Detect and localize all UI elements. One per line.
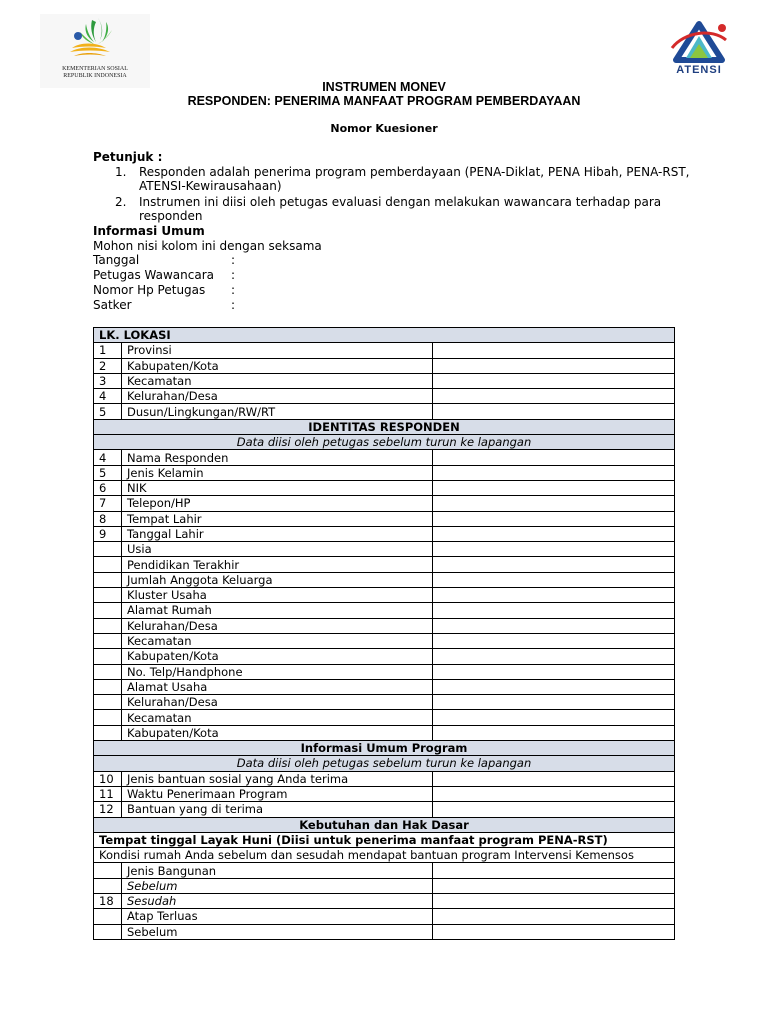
row-number: 12 [94, 802, 122, 817]
row-label: Kabupaten/Kota [122, 358, 433, 373]
petunjuk-label: Petunjuk : [93, 150, 163, 164]
answer-cell[interactable] [433, 710, 675, 725]
row-number [94, 695, 122, 710]
answer-cell[interactable] [433, 893, 675, 908]
subsection-tempat-tinggal-text: Tempat tinggal Layak Huni (Diisi untuk penerima manfaat program PENA-RST) [94, 832, 675, 847]
document-subtitle: RESPONDEN: PENERIMA MANFAAT PROGRAM PEMBERDAYAAN [187, 94, 581, 108]
field-satker-sep: : [231, 298, 236, 312]
row-label: Waktu Penerimaan Program [122, 786, 433, 801]
section-note-program-text: Data diisi oleh petugas sebelum turun ke lapangan [94, 756, 675, 771]
row-label: Usia [122, 542, 433, 557]
section-note-program [94, 756, 675, 771]
field-tanggal-sep: : [231, 253, 236, 267]
table-row [94, 496, 675, 511]
table-row [94, 802, 675, 817]
answer-cell[interactable] [433, 465, 675, 480]
row-label: Sebelum [122, 878, 433, 893]
table-row [94, 358, 675, 373]
table-row [94, 649, 675, 664]
answer-cell[interactable] [433, 373, 675, 388]
atensi-wordmark: ATENSI [676, 64, 722, 76]
table-row [94, 771, 675, 786]
table-row [94, 664, 675, 679]
field-petugas-label: Petugas Wawancara [93, 268, 215, 282]
row-number: 5 [94, 404, 122, 419]
logo-caption-line2: REPUBLIK INDONESIA [63, 73, 127, 79]
row-number: 6 [94, 480, 122, 495]
monev-form-table [93, 327, 675, 940]
row-number: 4 [94, 450, 122, 465]
answer-cell[interactable] [433, 389, 675, 404]
answer-cell[interactable] [433, 909, 675, 924]
row-label: Kecamatan [122, 633, 433, 648]
section-header-program-text: Informasi Umum Program [94, 741, 675, 756]
row-number [94, 909, 122, 924]
answer-cell[interactable] [433, 572, 675, 587]
row-label: Alamat Usaha [122, 679, 433, 694]
kemensos-logo [40, 14, 150, 88]
answer-cell[interactable] [433, 358, 675, 373]
field-tanggal-label: Tanggal [93, 253, 140, 267]
section-header-kebutuhan [94, 817, 675, 832]
row-label: Jenis Bangunan [122, 863, 433, 878]
table-row [94, 511, 675, 526]
row-number: 18 [94, 893, 122, 908]
answer-cell[interactable] [433, 557, 675, 572]
row-number [94, 542, 122, 557]
row-label: Provinsi [122, 343, 433, 358]
petunjuk-item-2-line2: responden [139, 209, 203, 223]
answer-cell[interactable] [433, 725, 675, 740]
table-row [94, 450, 675, 465]
petunjuk-item-2-line1: Instrumen ini diisi oleh petugas evaluasi dengan melakukan wawancara terhadap para [139, 195, 662, 209]
row-label: Kluster Usaha [122, 588, 433, 603]
answer-cell[interactable] [433, 649, 675, 664]
answer-cell[interactable] [433, 542, 675, 557]
row-label: Bantuan yang di terima [122, 802, 433, 817]
answer-cell[interactable] [433, 786, 675, 801]
row-label: Jumlah Anggota Keluarga [122, 572, 433, 587]
row-number: 1 [94, 343, 122, 358]
table-row [94, 725, 675, 740]
informasi-umum-title: Informasi Umum [93, 224, 205, 238]
row-number: 2 [94, 358, 122, 373]
table-row [94, 603, 675, 618]
field-nomor-hp-label: Nomor Hp Petugas [93, 283, 206, 297]
row-label: Sebelum [122, 924, 433, 939]
row-number: 9 [94, 526, 122, 541]
answer-cell[interactable] [433, 924, 675, 939]
section-header-identitas [94, 419, 675, 434]
section-note-identitas [94, 435, 675, 450]
table-row [94, 572, 675, 587]
table-row [94, 618, 675, 633]
row-number: 7 [94, 496, 122, 511]
row-number [94, 710, 122, 725]
row-label: Kabupaten/Kota [122, 725, 433, 740]
table-row [94, 695, 675, 710]
table-row [94, 633, 675, 648]
row-number [94, 588, 122, 603]
answer-cell[interactable] [433, 404, 675, 419]
row-label: Kecamatan [122, 373, 433, 388]
row-label: NIK [122, 480, 433, 495]
row-label: Jenis bantuan sosial yang Anda terima [122, 771, 433, 786]
table-row [94, 786, 675, 801]
table-row [94, 863, 675, 878]
row-number [94, 664, 122, 679]
answer-cell[interactable] [433, 511, 675, 526]
row-number [94, 618, 122, 633]
informasi-umum-subtitle: Mohon nisi kolom ini dengan seksama [93, 239, 322, 253]
row-label: Kelurahan/Desa [122, 695, 433, 710]
table-row [94, 389, 675, 404]
answer-cell[interactable] [433, 863, 675, 878]
table-row [94, 710, 675, 725]
answer-cell[interactable] [433, 679, 675, 694]
table-row [94, 542, 675, 557]
row-number [94, 725, 122, 740]
answer-cell[interactable] [433, 633, 675, 648]
answer-cell[interactable] [433, 802, 675, 817]
row-label: Pendidikan Terakhir [122, 557, 433, 572]
atensi-logo [664, 18, 734, 78]
row-label: Kecamatan [122, 710, 433, 725]
document-title: INSTRUMEN MONEV [322, 80, 446, 94]
table-row [94, 909, 675, 924]
answer-cell[interactable] [433, 603, 675, 618]
petunjuk-item-2-num: 2. [115, 195, 127, 209]
table-row [94, 526, 675, 541]
section-header-identitas-text: IDENTITAS RESPONDEN [94, 419, 675, 434]
row-number [94, 633, 122, 648]
table-row [94, 924, 675, 939]
petunjuk-item-1-line2: ATENSI-Kewirausahaan) [139, 179, 282, 193]
answer-cell[interactable] [433, 588, 675, 603]
table-row [94, 373, 675, 388]
row-label: Kelurahan/Desa [122, 618, 433, 633]
petunjuk-item-1-num: 1. [115, 165, 127, 179]
section-header-lokasi [94, 328, 675, 343]
row-label: No. Telp/Handphone [122, 664, 433, 679]
table-row [94, 878, 675, 893]
row-number: 8 [94, 511, 122, 526]
answer-cell[interactable] [433, 343, 675, 358]
table-row [94, 557, 675, 572]
row-number [94, 572, 122, 587]
answer-cell[interactable] [433, 878, 675, 893]
row-number [94, 603, 122, 618]
petunjuk-item-1-line1: Responden adalah penerima program pemberdayaan (PENA-Diklat, PENA Hibah, PENA-RST, [139, 165, 690, 179]
row-label: Tanggal Lahir [122, 526, 433, 541]
answer-cell[interactable] [433, 664, 675, 679]
row-label: Telepon/HP [122, 496, 433, 511]
answer-cell[interactable] [433, 496, 675, 511]
row-number [94, 878, 122, 893]
field-satker-label: Satker [93, 298, 132, 312]
section-header-kebutuhan-text: Kebutuhan dan Hak Dasar [94, 817, 675, 832]
section-header-program [94, 741, 675, 756]
row-number: 3 [94, 373, 122, 388]
row-label: Jenis Kelamin [122, 465, 433, 480]
table-row [94, 465, 675, 480]
row-number: 5 [94, 465, 122, 480]
answer-cell[interactable] [433, 480, 675, 495]
row-label: Nama Responden [122, 450, 433, 465]
table-row [94, 679, 675, 694]
atensi-triangle-icon [664, 18, 734, 66]
row-label: Alamat Rumah [122, 603, 433, 618]
section-note-identitas-text: Data diisi oleh petugas sebelum turun ke lapangan [94, 435, 675, 450]
subsection-tempat-tinggal [94, 832, 675, 847]
kemensos-emblem-icon [62, 14, 128, 66]
question-kondisi-rumah-text: Kondisi rumah Anda sebelum dan sesudah mendapat bantuan program Intervensi Kemensos [94, 848, 675, 863]
row-label: Atap Terluas [122, 909, 433, 924]
nomor-kuesioner: Nomor Kuesioner [330, 122, 438, 135]
answer-cell[interactable] [433, 771, 675, 786]
row-number: 11 [94, 786, 122, 801]
row-number: 4 [94, 389, 122, 404]
row-number [94, 649, 122, 664]
row-label: Sesudah [122, 893, 433, 908]
answer-cell[interactable] [433, 526, 675, 541]
row-number [94, 863, 122, 878]
field-nomor-hp-sep: : [231, 283, 236, 297]
logo-caption-line1: KEMENTERIAN SOSIAL [62, 66, 128, 72]
answer-cell[interactable] [433, 450, 675, 465]
row-label: Tempat Lahir [122, 511, 433, 526]
row-label: Kelurahan/Desa [122, 389, 433, 404]
row-number [94, 679, 122, 694]
field-petugas-sep: : [231, 268, 236, 282]
table-row [94, 480, 675, 495]
row-label: Kabupaten/Kota [122, 649, 433, 664]
row-number [94, 924, 122, 939]
row-number: 10 [94, 771, 122, 786]
table-row [94, 343, 675, 358]
answer-cell[interactable] [433, 618, 675, 633]
row-number [94, 557, 122, 572]
section-header-lokasi-text: LK. LOKASI [94, 328, 675, 343]
answer-cell[interactable] [433, 695, 675, 710]
table-row [94, 588, 675, 603]
table-row [94, 893, 675, 908]
row-label: Dusun/Lingkungan/RW/RT [122, 404, 433, 419]
table-row [94, 404, 675, 419]
question-kondisi-rumah [94, 848, 675, 863]
